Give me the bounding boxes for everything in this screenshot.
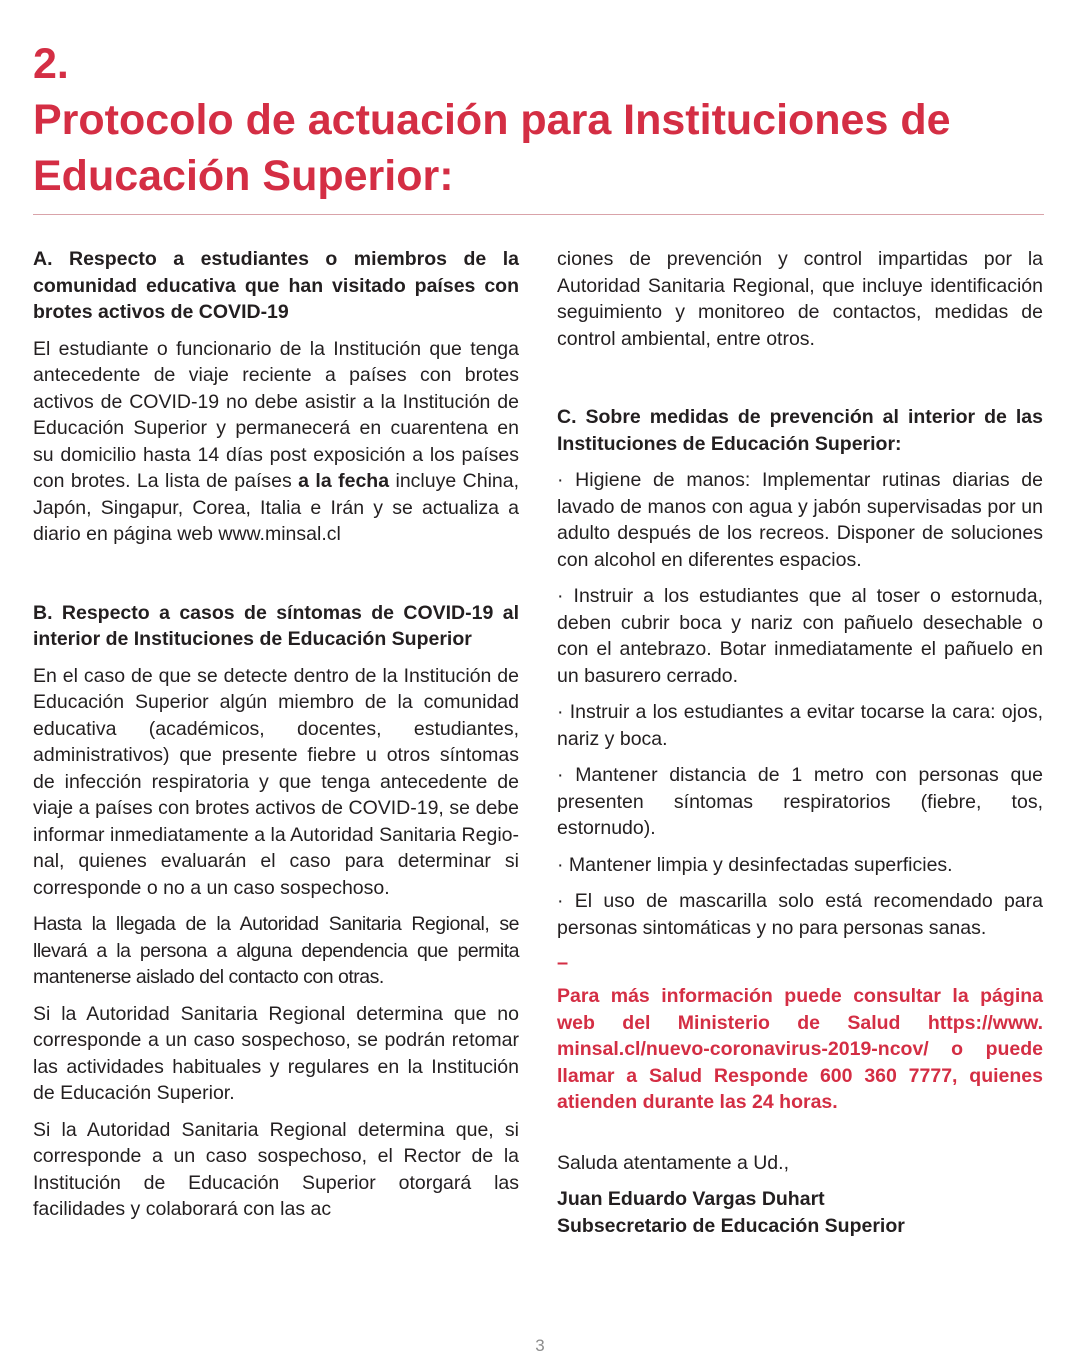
section-c-heading: C. Sobre medidas de prevención al interior de las Instituciones de Educación Superior: [557,406,1043,455]
page-title: Protocolo de actuación para Instituciones de Educación Superior: [33,96,951,200]
info-dash: – [557,952,569,974]
section-b-paragraph: Si la Autoridad Sanitaria Regional determina que no corresponde a un caso sospechoso, se podrán retomar las actividades habituales y regulares en la Institución de Educación Superior. [33,1002,519,1104]
info-note: Para más información puede consultar la página web del Ministerio de Salud https://www. minsal.cl/nuevo-coronavirus-2019-ncov/ o puede llamar a Salud Responde 600 360 7777, quienes atienden durante las 24 horas. [557,985,1043,1113]
spacer [33,558,519,600]
prevention-item: · El uso de mascarilla solo está recomendado para personas sintomáticas y no para personas sanas. [557,890,1043,939]
closing-greeting: Saluda atentamente a Ud., [557,1151,789,1174]
page-header [33,36,1043,204]
left-column [33,246,519,1233]
section-b-paragraph: Hasta la llegada de la Autoridad Sanitaria Regional, se llevará a la persona a alguna dependencia que permita mantenerse aislado del contacto con otras. [33,913,519,988]
section-number: 2. [33,40,69,88]
prevention-item: · Mantener distancia de 1 metro con personas que presenten síntomas respiratorios (fiebre, tos, estornudo). [557,764,1043,839]
prevention-item: · Instruir a los estudiantes que al toser o estornuda, deben cubrir boca y nariz con pañuelo desechable o con el antebrazo. Botar inmediatamente el pañuelo en un basurero cerrado. [557,585,1043,687]
signer-role: Subsecretario de Educación Superior [557,1214,905,1237]
spacer [557,1116,1043,1150]
section-a-body-bold: a la fecha [298,470,390,492]
page-number: 3 [535,1336,545,1355]
section-a-body-end: incluye China, Japón, Singapur, Corea, Italia e Irán y se actualiza a diario en página web www.minsal.cl [33,470,520,545]
prevention-item: · Higiene de manos: Implementar rutinas diarias de lavado de manos con agua y jabón supervisadas por un adulto después de los recreos. Disponer de soluciones con alcohol en diferentes espacios. [557,469,1043,571]
section-b-paragraph: Si la Autoridad Sanitaria Regional determina que, si corresponde a un caso sospechoso, el Rector de la Institución de Educación Superior otorgará las facilidades y colaborará con las ac [33,1118,519,1220]
section-b-paragraph: En el caso de que se detecte dentro de la Institución de Educación Superior algún miembro de la comunidad educativa (académicos, docentes, estudiantes, administrativos) que presente fiebre u otros síntomas de infección respiratoria y que tenga antecedente de viaje a países con brotes activos de COVID-19, se debe informar inmediatamente a la Autoridad Sanitaria Regional, quienes evaluarán el caso para determinar si corresponde o no a un caso sospechoso. [33,664,519,899]
section-b-continuation: ciones de prevención y control impartidas por la Autoridad Sanitaria Regional, que incluye identificación seguimiento y monitoreo de contactos, medidas de control ambiental, entre otros. [557,248,1043,350]
section-a-heading: A. Respecto a estudiantes o miembros de la comunidad educativa que han visitado países con brotes activos de COVID-19 [33,248,519,323]
prevention-item: · Mantener limpia y desinfectadas superficies. [557,853,953,876]
section-a-body [33,336,519,548]
section-b-heading: B. Respecto a casos de síntomas de COVID-19 al interior de Instituciones de Educación Superior [33,601,519,650]
section-a-body-start: El estudiante o funcionario de la Institución que tenga antecedente de viaje reciente a países con brotes activos de COVID-19 no debe asistir a la Institución de Educación Superior y permanecerá en cuarentena en su domicilio hasta 14 días post exposición a los países con brotes. La lista de países [33,337,519,492]
signer-name: Juan Eduardo Vargas Duhart [557,1188,825,1210]
header-divider [33,214,1044,215]
prevention-item: · Instruir a los estudiantes a evitar tocarse la cara: ojos, nariz y boca. [557,701,1043,750]
right-column [557,246,1043,1239]
spacer [557,362,1043,404]
